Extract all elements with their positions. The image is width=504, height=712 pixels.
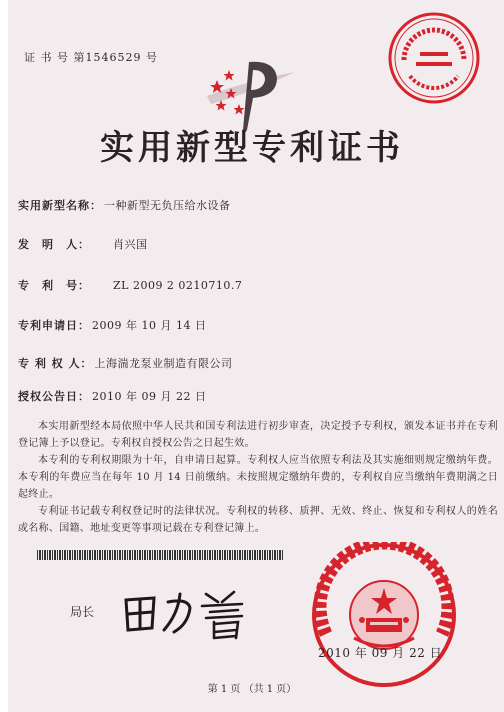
paragraph: 本实用新型经本局依照中华人民共和国专利法进行初步审查，决定授予专利权，颁发本证书并在专利登记簿上予以登记。专利权自授权公告之日起生效。 [18, 421, 498, 449]
director-label: 局长 [70, 605, 95, 619]
paragraph: 专利证书记载专利权登记时的法律状况。专利权的转移、质押、无效、终止、恢复和专利权人的姓名或名称、国籍、地址变更等事项记载在专利登记簿上。 [18, 506, 498, 534]
field-value: 2010 年 09 月 22 日 [92, 390, 207, 403]
field-inventor [18, 236, 148, 252]
certificate-title: 实用新型专利证书 [100, 128, 404, 168]
field-value: ZL 2009 2 0210710.7 [113, 279, 243, 292]
field-value: 一种新型无负压给水设备 [104, 199, 231, 212]
field-filing-date [18, 317, 206, 333]
field-value: 肖兴国 [113, 238, 148, 251]
field-value: 上海湍龙泵业制造有限公司 [94, 357, 233, 370]
field-utility-name [18, 197, 231, 213]
field-label: 专 利 权 人： [18, 357, 93, 370]
page-indicator: 第 1 页 （共 1 页） [207, 684, 297, 695]
seal-date: 2010 年 09 月 22 日 [318, 646, 443, 660]
barcode [37, 550, 283, 560]
field-patent-number [18, 277, 242, 293]
paragraph: 本专利的专利权期限为十年，自申请日起算。专利权人应当依照专利法及其实施细则规定缴纳年费。本专利的年费应当在每年 10 月 14 日前缴纳。未按照规定缴纳年费的，专利权自应当缴纳年费期满之日起终止。 [18, 455, 498, 500]
field-label: 发 明 人： [18, 238, 90, 251]
field-label: 授权公告日： [18, 390, 90, 403]
field-label: 实用新型名称： [18, 199, 102, 212]
certificate-number: 证 书 号 第1546529 号 [24, 51, 158, 64]
field-patent-owner [18, 355, 233, 371]
director-signature [118, 580, 248, 640]
field-value: 2009 年 10 月 14 日 [92, 319, 207, 332]
agency-seal-icon [386, 10, 482, 106]
field-label: 专利申请日： [18, 319, 90, 332]
page-edge [0, 0, 8, 712]
field-grant-date [18, 388, 206, 404]
field-label: 专 利 号： [18, 279, 90, 292]
official-seal-icon [296, 542, 472, 688]
